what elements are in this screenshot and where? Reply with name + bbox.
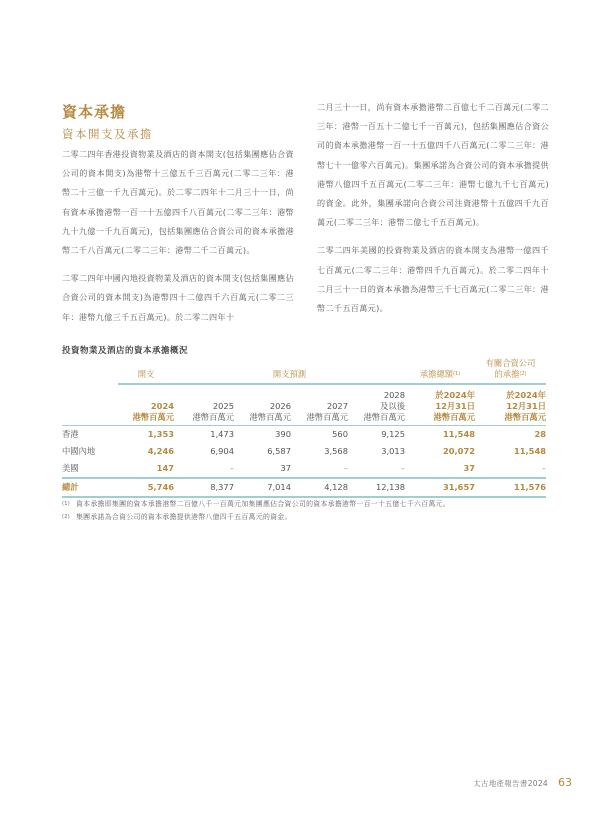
table-row-hong-kong: 香港 1,353 1,473 390 560 9,125 11,548 28 [62, 429, 546, 439]
col-header-total-commitment: 於2024年 12月31日 港幣百萬元 [405, 384, 475, 426]
footnotes [62, 498, 450, 524]
col-header-2025: 2025 港幣百萬元 [174, 384, 234, 426]
paragraph-mainland-china: 二零二四年中國內地投資物業及酒店的資本開支(包括集團應佔合資公司的資本開支)為港幣四十二億四千六百萬元(二零二三年：港幣九億三千五百萬元)。於二零二四年十 [62, 273, 294, 322]
col-header-2024: 2024 港幣百萬元 [118, 384, 174, 426]
paragraph-mainland-china-cont: 二月三十一日，尚有資本承擔港幣二百億七千二百萬元(二零二三年：港幣一百五十二億七千一百萬元)，包括集團應佔合資公司的資本承擔港幣一百一十五億四千八百萬元(二零二三年：港幣七十一億零六百萬元)。集團承諾為合資公司的資本承擔提供港幣八億四千五百萬元(二零二三年：港幣七億九千七百萬元)的資金。此外，集團承諾向合資公司注資港幣十五億四千九百萬元(二零二三年：港幣二億七千五百萬元)。 [317, 102, 549, 228]
footnote-1: $^{(1)}$ 資本承擔即集團的資本承擔港幣二百億八千一百萬元加集團應佔合資公司的資本承擔港幣一百一十五億七千六百萬元。 [62, 500, 450, 508]
table-row-total: 總計 5,746 8,377 7,014 4,128 12,138 31,657 11,576 [62, 478, 546, 497]
group-jv-commitment: 有關合資公司 的承擔$^{(2)}$ [475, 358, 546, 384]
group-forecast: 開支預測 [174, 358, 405, 384]
col-header-2026: 2026 港幣百萬元 [234, 384, 291, 426]
section-subheading: 資本開支及承擔 [62, 127, 153, 141]
page-footer [473, 776, 572, 789]
left-column [62, 96, 294, 336]
col-header-2027: 2027 港幣百萬元 [291, 384, 348, 426]
group-header-row [62, 358, 546, 384]
group-expenditure: 開支 [118, 358, 174, 384]
publication-name: 太古地產報告書2024 [473, 779, 548, 788]
table-title: 投資物業及酒店的資本承擔概況 [62, 346, 189, 356]
col-header-jv-commitment: 於2024年 12月31日 港幣百萬元 [475, 384, 546, 426]
footnote-2: $^{(2)}$ 集團承諾為合資公司的資本承擔提供港幣八億四千五百萬元的資金。 [62, 513, 292, 521]
page-number: 63 [558, 776, 572, 789]
paragraph-usa: 二零二四年美國的投資物業及酒店的資本開支為港幣一億四千七百萬元(二零二三年：港幣四千九百萬元)。於二零二四年十二月三十一日的資本承擔為港幣三千七百萬元(二零二三年：港幣二千五百萬元)。 [317, 245, 549, 314]
capital-commitments-table [62, 358, 546, 498]
table-row-mainland-china: 中國內地 4,246 6,904 6,587 3,568 3,013 20,072 11,548 [62, 446, 546, 456]
right-column [317, 98, 549, 327]
group-total-commitment: 承擔總額$^{(1)}$ [405, 358, 475, 384]
section-heading: 資本承擔 [62, 103, 127, 121]
column-header-row [62, 384, 546, 426]
table-row-usa: 美國 147 – 37 – – 37 – [62, 463, 546, 473]
paragraph-hong-kong: 二零二四年香港投資物業及酒店的資本開支(包括集團應佔合資公司的資本開支)為港幣十三億五千三百萬元(二零二三年：港幣二十三億一千九百萬元)。於二零二四年十二月三十一日，尚有資本承擔港幣一百一十五億四千八百萬元(二零二三年：港幣九十九億一千九百萬元)，包括集團應佔合資公司的資本承擔港幣二千八百萬元(二零二三年：港幣二千二百萬元)。 [62, 149, 294, 256]
col-header-2028-beyond: 2028 及以後 港幣百萬元 [348, 384, 405, 426]
